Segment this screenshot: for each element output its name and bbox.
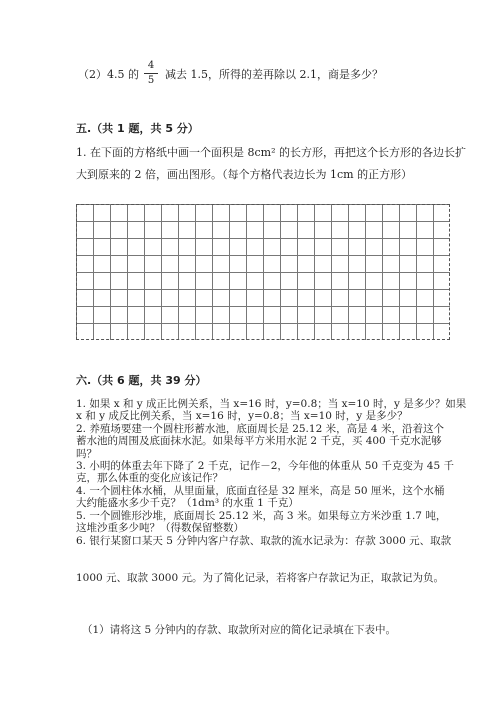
section-6-line: 2. 养殖场要建一个圆柱形蓄水池，底面周长是 25.12 米，高是 4 米，沿着这个 [76,423,444,435]
section-5-title: 五.（共 1 题，共 5 分） [76,122,199,135]
sub-question-1: （1）请将这 5 分钟内的存款、取款所对应的简化记录填在下表中。 [82,624,397,636]
fraction-bar [144,73,158,74]
section-6-line: 克，那么体重的变化应该记作？ [76,472,223,484]
fraction-four-fifths [144,60,158,87]
graph-paper-grid[interactable] [76,204,450,340]
section-6-line: 4. 一个圆柱体水桶，从里面量，底面直径是 32 厘米，高是 50 厘米，这个水桶 [76,485,445,497]
section-6-line: 5. 一个圆锥形沙堆，底面周长 25.12 米，高 3 米。如果每立方米沙重 1.7 吨， [76,510,447,522]
section-6-line: 吗？ [76,448,97,460]
fraction-denominator: 5 [147,75,155,86]
section-6-line: 蓄水池的周围及底面抹水泥。如果每平方米用水泥 2 千克，买 400 千克水泥够 [76,435,442,447]
section-6-line: x 和 y 成反比例关系，当 x=16 时，y=0.8；当 x=10 时，y 是多少？ [76,410,408,422]
section-6-line: 6. 银行某窗口某天 5 分钟内客户存款、取款的流水记录为：存款 3000 元、取款 [76,535,452,547]
section-5-question-line-2: 大到原来的 2 倍，画出图形。（每个方格代表边长为 1cm 的正方形） [76,168,413,181]
section-6-title: 六.（共 6 题，共 39 分） [76,374,207,387]
section-6-line: 1000 元、取款 3000 元。为了简化记录，若将客户存款记为正，取款记为负。 [76,572,444,584]
section-6-line: 1. 如果 x 和 y 成正比例关系，当 x=16 时，y=0.8；当 x=10 时，y 是多少？如果 [76,398,467,410]
section-6-line: 3. 小明的体重去年下降了 2 千克，记作－2，今年他的体重从 50 千克变为 45 千 [76,460,454,472]
section-5-question-line-1: 1. 在下面的方格纸中画一个面积是 8cm² 的长方形，再把这个长方形的各边长扩 [76,146,466,159]
question-2-suffix: 减去 1.5，所得的差再除以 2.1，商是多少？ [165,68,383,81]
fraction-numerator: 4 [147,60,155,71]
section-6-line: 大约能盛水多少千克？（1dm³ 的水重 1 千克） [76,497,299,509]
question-2-prefix: （2）4.5 的 [78,68,139,81]
section-6-line: 这堆沙重多少吨？（得数保留整数） [76,522,244,534]
